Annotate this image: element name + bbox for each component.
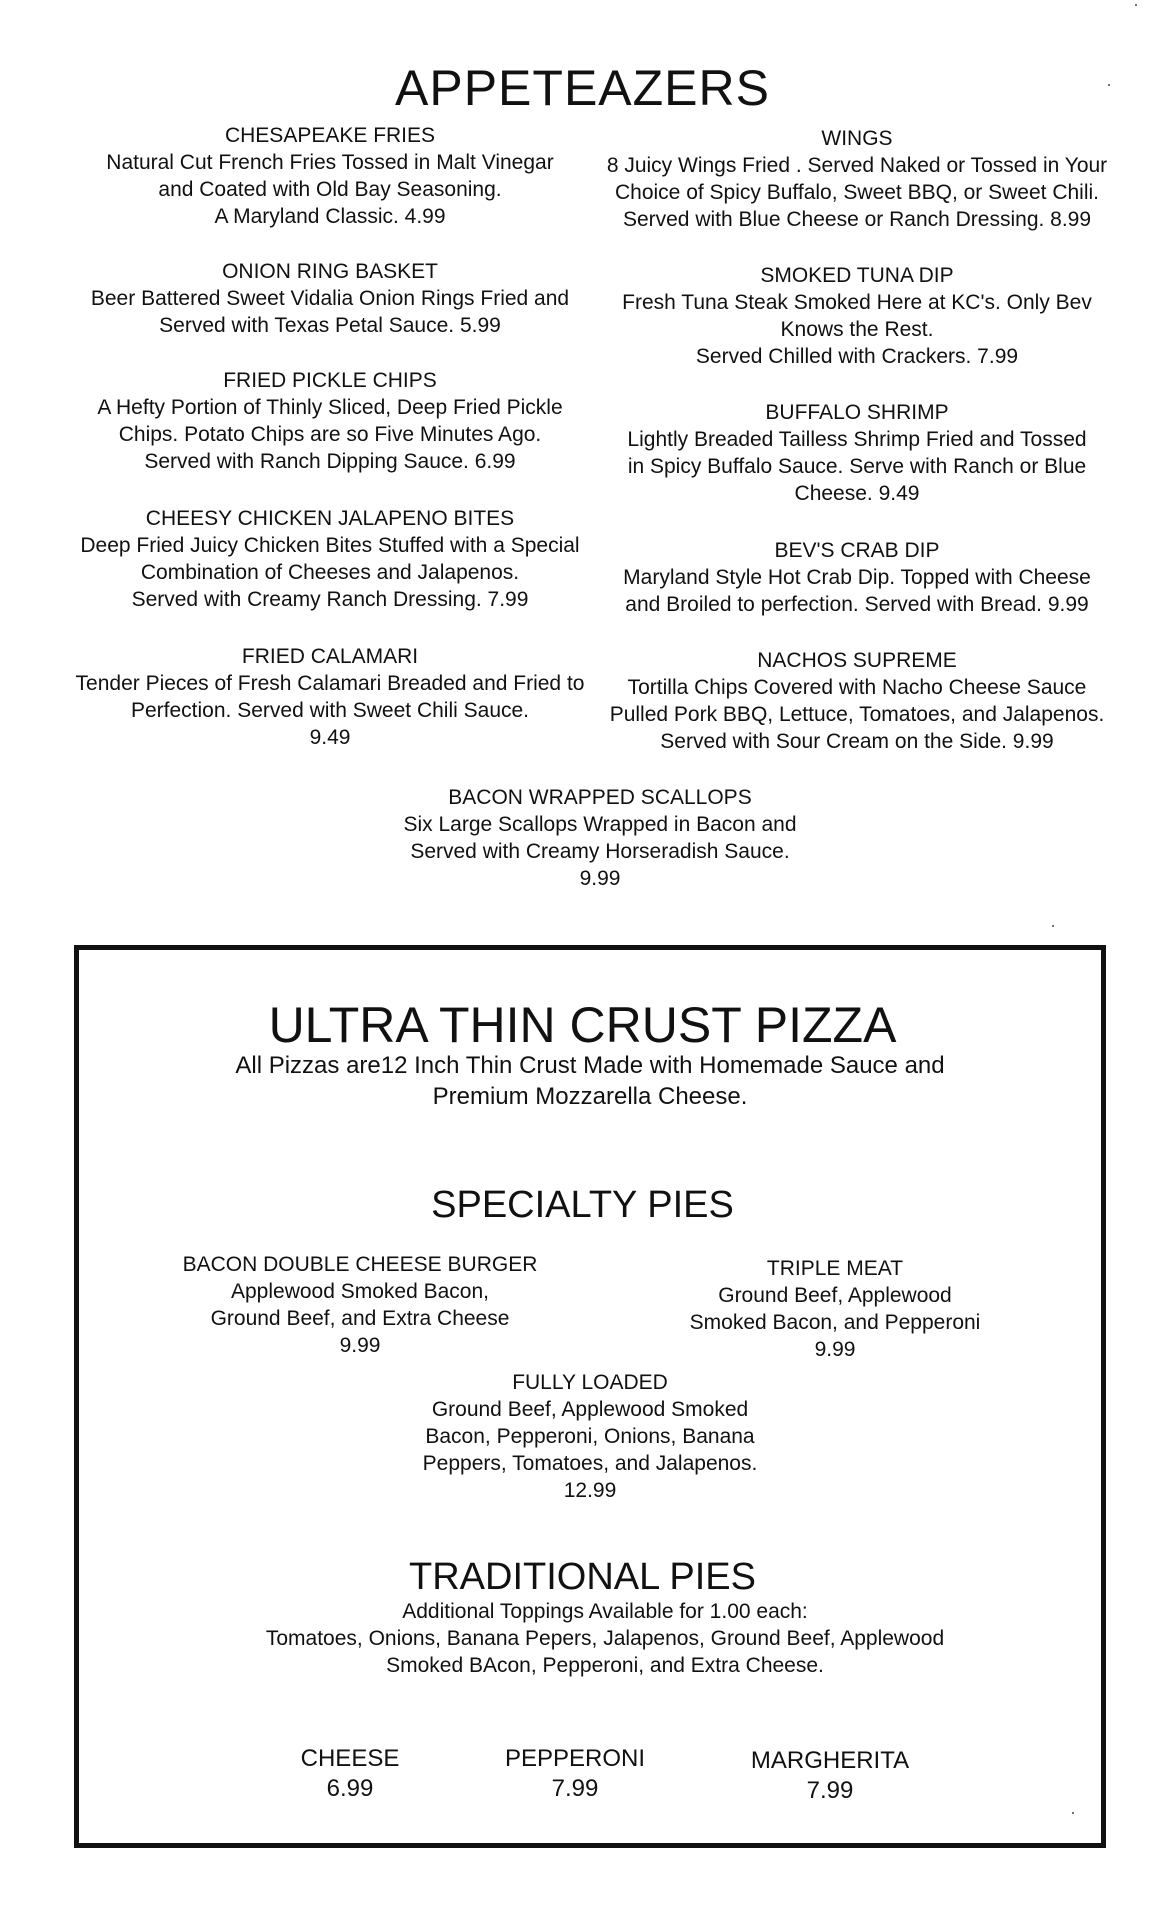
- item-desc: Tortilla Chips Covered with Nacho Cheese Sauce: [627, 676, 1087, 699]
- item-name: NACHOS SUPREME: [757, 649, 957, 672]
- item-desc: A Hefty Portion of Thinly Sliced, Deep Fried Pickle: [97, 396, 563, 419]
- item-name: CHEESY CHICKEN JALAPENO BITES: [145, 507, 515, 530]
- item-desc: Served with Creamy Horseradish Sauce.: [410, 840, 790, 863]
- menu-item-cheesy-chicken-jalapeno-bites: [60, 505, 600, 613]
- specialty-pies-title: SPECIALTY PIES: [431, 1184, 734, 1226]
- item-desc: Lightly Breaded Tailless Shrimp Fried and Tossed: [627, 428, 1087, 451]
- pie-name: CHEESE: [300, 1745, 400, 1772]
- pie-fully-loaded: [410, 1369, 770, 1504]
- item-desc: Smoked Bacon, and Pepperoni: [689, 1311, 981, 1334]
- item-name: SMOKED TUNA DIP: [760, 264, 954, 287]
- item-name: BUFFALO SHRIMP: [765, 401, 949, 424]
- pie-cheese: [260, 1744, 440, 1804]
- item-desc: Applewood Smoked Bacon,: [231, 1280, 489, 1303]
- item-desc: Ground Beef, Applewood Smoked: [431, 1398, 749, 1421]
- item-desc: Knows the Rest.: [780, 318, 934, 341]
- menu-item-bevs-crab-dip: [597, 537, 1117, 618]
- toppings-note-line: Tomatoes, Onions, Banana Pepers, Jalapenos, Ground Beef, Applewood: [265, 1627, 945, 1650]
- item-name: FULLY LOADED: [512, 1371, 668, 1394]
- item-desc: Chips. Potato Chips are so Five Minutes Ago.: [118, 423, 542, 446]
- toppings-note: [200, 1598, 1010, 1679]
- item-desc: Ground Beef, and Extra Cheese: [210, 1307, 510, 1330]
- item-desc: and Broiled to perfection. Served with Bread. 9.99: [625, 593, 1089, 616]
- item-desc: 9.49: [309, 726, 351, 749]
- item-desc: and Coated with Old Bay Seasoning.: [158, 178, 502, 201]
- pie-price: 6.99: [326, 1775, 374, 1802]
- pie-name: PEPPERONI: [504, 1745, 646, 1772]
- appetizers-title: APPETEAZERS: [395, 60, 770, 116]
- item-desc: Ground Beef, Applewood: [718, 1284, 952, 1307]
- item-name: BEV'S CRAB DIP: [774, 539, 940, 562]
- menu-item-wings: [597, 125, 1117, 233]
- item-price: 9.99: [814, 1338, 856, 1361]
- item-desc: Served with Texas Petal Sauce. 5.99: [159, 314, 501, 337]
- item-name: ONION RING BASKET: [222, 260, 438, 283]
- toppings-note-line: Smoked BAcon, Pepperoni, and Extra Cheese.: [386, 1654, 824, 1677]
- pizza-subtitle-line: All Pizzas are12 Inch Thin Crust Made with Homemade Sauce and: [235, 1052, 945, 1079]
- item-desc: Choice of Spicy Buffalo, Sweet BBQ, or Sweet Chili.: [614, 181, 1099, 204]
- item-desc: Perfection. Served with Sweet Chili Sauce.: [130, 699, 530, 722]
- item-desc: Served with Creamy Ranch Dressing. 7.99: [131, 588, 529, 611]
- pie-name: MARGHERITA: [750, 1747, 910, 1774]
- item-desc: Served with Sour Cream on the Side. 9.99: [660, 730, 1054, 753]
- item-desc: Served Chilled with Crackers. 7.99: [695, 345, 1019, 368]
- item-desc: Served with Ranch Dipping Sauce. 6.99: [144, 450, 516, 473]
- pie-triple-meat: [660, 1255, 1010, 1363]
- item-desc: Fresh Tuna Steak Smoked Here at KC's. Only Bev: [622, 291, 1092, 314]
- pie-price: 7.99: [806, 1777, 854, 1804]
- item-desc: Pulled Pork BBQ, Lettuce, Tomatoes, and Jalapenos.: [609, 703, 1105, 726]
- menu-item-buffalo-shrimp: [597, 399, 1117, 507]
- item-name: BACON DOUBLE CHEESE BURGER: [182, 1253, 538, 1276]
- scan-speck: [1052, 925, 1054, 927]
- item-desc: 9.99: [579, 867, 621, 890]
- item-name: WINGS: [821, 127, 893, 150]
- menu-item-fried-pickle-chips: [60, 367, 600, 475]
- menu-item-chesapeake-fries: [60, 122, 600, 230]
- item-desc: Combination of Cheeses and Jalapenos.: [140, 561, 520, 584]
- item-desc: Maryland Style Hot Crab Dip. Topped with Cheese: [623, 566, 1091, 589]
- item-name: BACON WRAPPED SCALLOPS: [448, 786, 752, 809]
- item-name: CHESAPEAKE FRIES: [224, 124, 436, 147]
- pizza-subtitle-line: Premium Mozzarella Cheese.: [432, 1083, 748, 1110]
- item-desc: in Spicy Buffalo Sauce. Serve with Ranch or Blue: [627, 455, 1087, 478]
- item-desc: Bacon, Pepperoni, Onions, Banana: [425, 1425, 755, 1448]
- item-price: 9.99: [339, 1334, 381, 1357]
- scan-speck: [1072, 1812, 1074, 1814]
- item-desc: Cheese. 9.49: [794, 482, 920, 505]
- item-desc: A Maryland Classic. 4.99: [214, 205, 446, 228]
- pie-price: 7.99: [551, 1775, 599, 1802]
- pie-bacon-double-cheese-burger: [180, 1251, 540, 1359]
- item-name: TRIPLE MEAT: [766, 1257, 904, 1280]
- item-desc: Served with Blue Cheese or Ranch Dressing. 8.99: [622, 208, 1092, 231]
- menu-item-onion-ring-basket: [60, 258, 600, 339]
- item-desc: Natural Cut French Fries Tossed in Malt Vinegar: [106, 151, 554, 174]
- pie-margherita: [730, 1746, 930, 1806]
- toppings-note-line: Additional Toppings Available for 1.00 each:: [402, 1600, 808, 1623]
- item-desc: Six Large Scallops Wrapped in Bacon and: [403, 813, 797, 836]
- item-desc: 8 Juicy Wings Fried . Served Naked or Tossed in Your: [606, 154, 1108, 177]
- scan-speck: [1108, 84, 1110, 86]
- item-desc: Beer Battered Sweet Vidalia Onion Rings Fried and: [90, 287, 570, 310]
- item-name: FRIED PICKLE CHIPS: [223, 369, 437, 392]
- pie-pepperoni: [475, 1744, 675, 1804]
- item-name: FRIED CALAMARI: [241, 645, 419, 668]
- traditional-pies-title: TRADITIONAL PIES: [409, 1556, 756, 1598]
- pizza-title: ULTRA THIN CRUST PIZZA: [268, 997, 897, 1053]
- menu-item-bacon-wrapped-scallops: [340, 784, 860, 892]
- item-desc: Peppers, Tomatoes, and Jalapenos.: [422, 1452, 758, 1475]
- menu-item-fried-calamari: [60, 643, 600, 751]
- pizza-subtitle: [200, 1050, 980, 1112]
- menu-item-smoked-tuna-dip: [597, 262, 1117, 370]
- item-desc: Deep Fried Juicy Chicken Bites Stuffed with a Special: [80, 534, 580, 557]
- item-desc: Tender Pieces of Fresh Calamari Breaded and Fried to: [75, 672, 585, 695]
- menu-item-nachos-supreme: [597, 647, 1117, 755]
- scan-speck: [1135, 4, 1137, 6]
- item-price: 12.99: [563, 1479, 617, 1502]
